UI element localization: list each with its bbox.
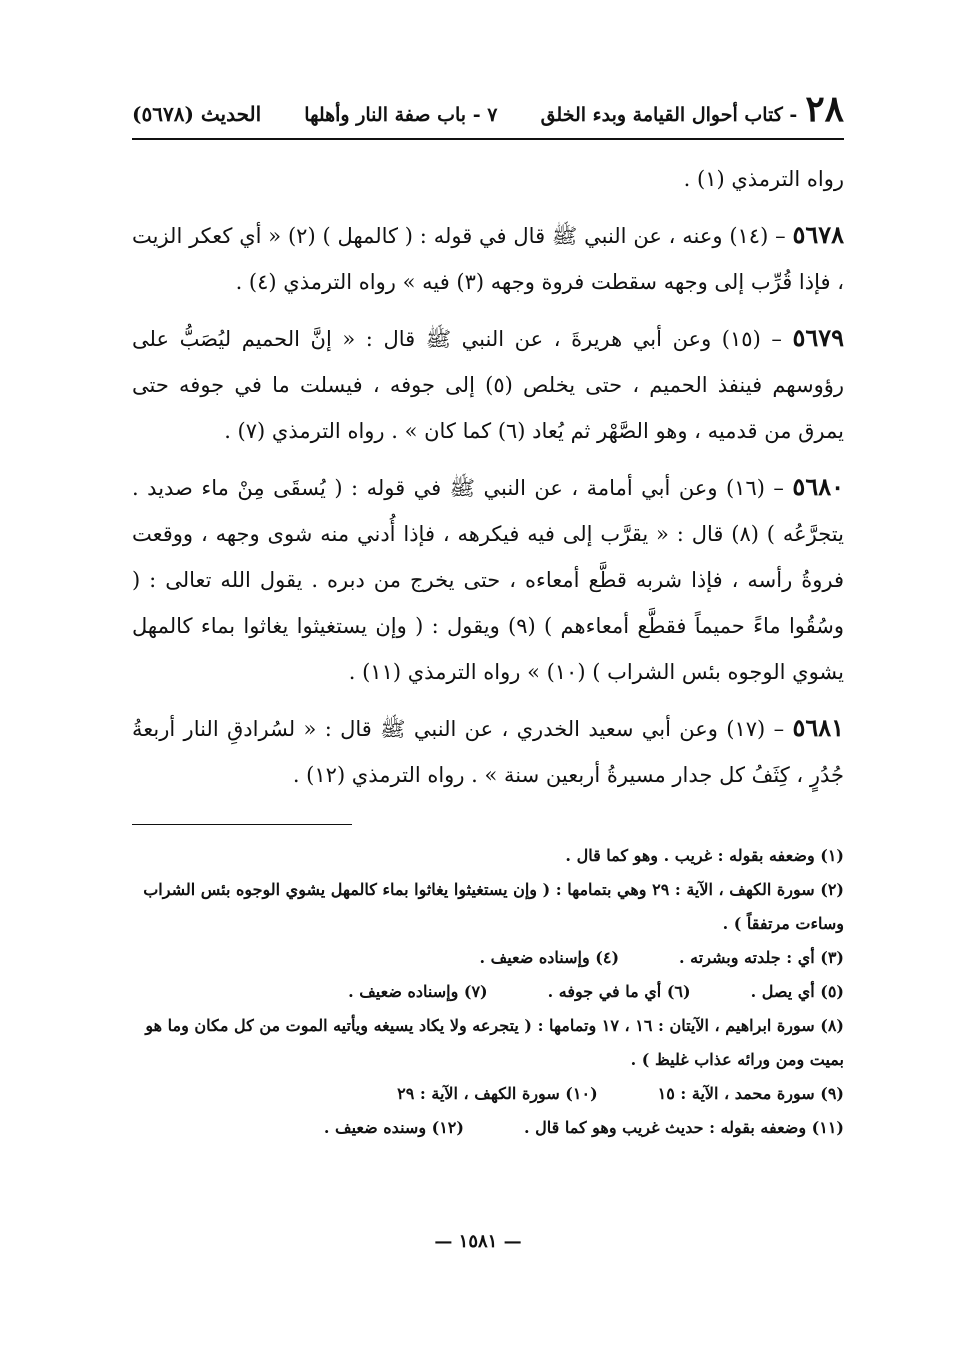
footnote-row — [132, 1077, 844, 1111]
hadith-reference: الحديث (٥٦٧٨) — [132, 102, 262, 126]
hadith-paragraph — [132, 315, 844, 454]
footnote-row — [132, 941, 844, 975]
page-header — [132, 88, 844, 140]
page-number: — ١٥٨١ — — [434, 1231, 522, 1252]
chapter-title: - كتاب أحوال القيامة وبدء الخلق — [540, 104, 798, 126]
footnote: (٦) أي ما في جوفه . — [547, 982, 691, 1001]
intro-line: رواه الترمذي (١) . — [683, 167, 844, 191]
hadith-text: – (١٥) وعن أبي هريرةَ ، عن النبي ﷺ قال : « إنَّ الحميم ليُصَبُّ على رؤوسهم فينفذ الحميم ، حتى يخلص (٥) إلى جوفه ، فيسلت ما في جوفه حتى يمرق من قدميه ، وهو الصَّهْر ثم يُعاد (٦) كما كان » . رواه الترمذي (٧) . — [132, 327, 845, 443]
hadith-number: ٥٦٧٨ — [792, 220, 844, 249]
footnote: (٩) سورة محمد ، الآية : ١٥ — [657, 1084, 844, 1103]
hadith-number: ٥٦٧٩ — [792, 323, 844, 352]
header-chapter — [541, 88, 844, 130]
footnote: (١٢) وسنده ضعيف . — [323, 1118, 464, 1137]
footnote: (٨) سورة ابراهيم ، الآيتان : ١٦ ، ١٧ وتمامها : ( يتجرعه ولا يكاد يسيغه ويأتيه الموت من كل مكان وما هو بميت ومن ورائه عذاب غليظ ) . — [145, 1016, 844, 1069]
footnote: (١١) وضعفه بقوله : حديث غريب وهو كما قال . — [523, 1118, 844, 1137]
footnote-row — [132, 975, 844, 1009]
footnote: (٤) وإسناده ضعيف . — [479, 948, 620, 967]
footnote: (١) وضعفه بقوله : غريب . وهو كما قال . — [565, 846, 844, 865]
chapter-number: ٢٨ — [805, 88, 844, 130]
hadith-text: – (١٤) وعنه ، عن النبي ﷺ قال في قوله : ( كالمهل ) (٢) « أي كعكر الزيت ، فإذا قُرِّب إلى وجهه سقطت فروة وجهه (٣) فيه » رواه الترمذي (٤) . — [132, 224, 844, 294]
hadith-number: ٥٦٨١ — [792, 713, 844, 742]
footnote: (٢) سورة الكهف ، الآية : ٢٩ وهي بتمامها : ( وإن يستغيثوا يغاثوا بماء كالمهل يشوي الوجوه بئس الشراب وساءت مرتفقاً ) . — [143, 880, 844, 933]
section-title: ٧ - باب صفة النار وأهلها — [304, 104, 498, 126]
footnote: (٧) وإسناده ضعيف . — [348, 982, 488, 1001]
hadith-paragraph — [132, 212, 844, 305]
main-text — [132, 156, 844, 798]
footnote: (٥) أي يصل . — [750, 982, 844, 1001]
footnotes — [132, 839, 844, 1145]
footnote: (٣) أي : جلدته وبشرته . — [679, 948, 844, 967]
hadith-paragraph — [132, 464, 844, 695]
footnote-separator — [132, 824, 352, 825]
hadith-text: – (١٦) وعن أبي أمامة ، عن النبي ﷺ في قوله : ( يُسقَى مِنْ ماء صديد . يتجرَّعُه ) (٨) قال : « يقرَّب إلى فيه فيكرهه ، فإذا أُدني منه شوى وجهه ، ووقعت فروةُ رأسه ، فإذا شربه قطَّع أمعاءه ، حتى يخرج من دبره . يقول الله تعالى : ( وسُقُوا ماءً حميماً فقطَّع أمعاءهم ) (٩) ويقول : ( وإن يستغيثوا يغاثوا بماء كالمهل يشوي الوجوه بئس الشراب ) (١٠) » رواه الترمذي (١١) . — [132, 476, 844, 684]
hadith-number: ٥٦٨٠ — [792, 472, 844, 501]
hadith-paragraph — [132, 705, 844, 798]
footnote: (١٠) سورة الكهف ، الآية : ٢٩ — [397, 1084, 598, 1103]
hadith-text: – (١٧) وعن أبي سعيد الخدري ، عن النبي ﷺ قال : « لسُرادقِ النار أربعةُ جُدُرٍ ، كِثَفُ كل جدار مسيرةُ أربعين سنة » . رواه الترمذي (١٢) . — [132, 717, 844, 787]
footnote-row — [132, 1111, 844, 1145]
